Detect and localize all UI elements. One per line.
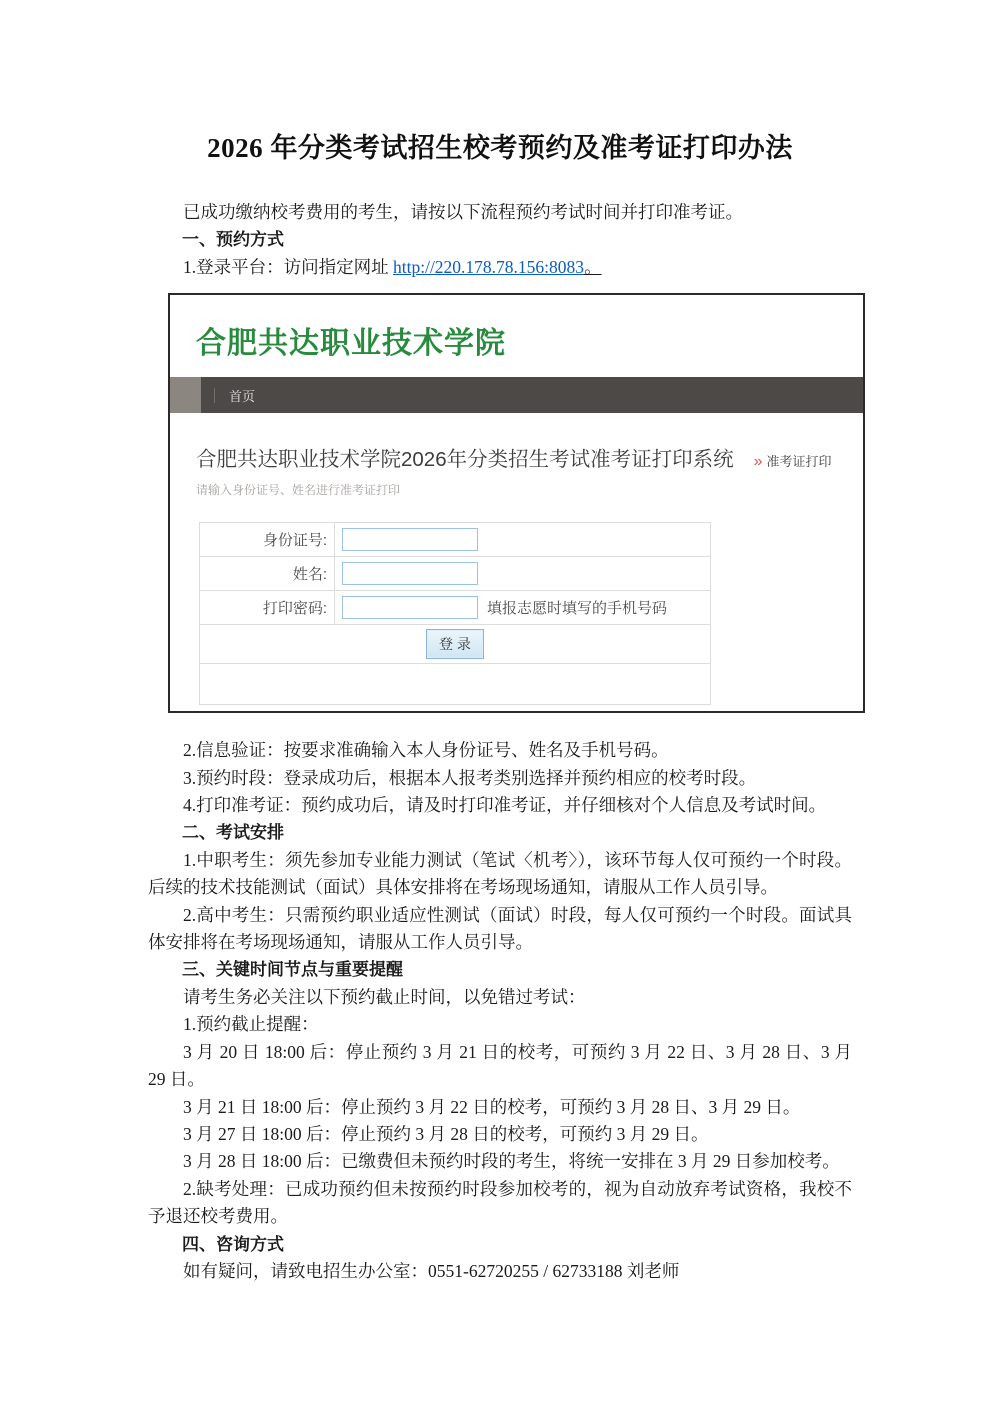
- section2-heading: 二、考试安排: [182, 823, 284, 843]
- section3-heading: 三、关键时间节点与重要提醒: [182, 960, 403, 980]
- login-page-screenshot: [168, 293, 865, 713]
- breadcrumb: [754, 451, 832, 471]
- section3-item1-label: 1.预约截止提醒：: [183, 1014, 319, 1035]
- section2-item1: 1.中职考生：须先参加专业能力测试（笔试〈机考〉），该环节每人仅可预约一个时段。后续的技术技能测试（面试）具体安排将在考场现场通知，请服从工作人员引导。: [148, 849, 852, 898]
- step4-paragraph: 4.打印准考证：预约成功后，请及时打印准考证，并仔细核对个人信息及考试时间。: [183, 795, 827, 816]
- print-password-label: 打印密码:: [200, 591, 335, 625]
- section4-heading: 四、咨询方式: [182, 1234, 284, 1254]
- login-line-prefix: 1.登录平台：访问指定网址: [183, 256, 393, 277]
- section1-login-line: [148, 254, 852, 281]
- step2-paragraph: 2.信息验证：按要求准确输入本人身份证号、姓名及手机号码。: [183, 740, 669, 761]
- section3-intro: 请考生务必关注以下预约截止时间，以免错过考试：: [183, 986, 586, 1007]
- table-row: [200, 523, 711, 557]
- system-title: 合肥共达职业技术学院2026年分类招生考试准考证打印系统: [196, 448, 734, 472]
- section1-heading: 一、预约方式: [182, 230, 284, 250]
- system-title-row: [196, 442, 837, 472]
- portal-url-link[interactable]: http://220.178.78.156:8083: [393, 256, 585, 277]
- deadline3-paragraph: 3 月 27 日 18:00 后：停止预约 3 月 28 日的校考，可预约 3 月 29 日。: [183, 1123, 709, 1144]
- id-number-input[interactable]: [342, 528, 478, 551]
- section2-item2: 2.高中考生：只需预约职业适应性测试（面试）时段，每人仅可预约一个时段。面试具体安排将在考场现场通知，请服从工作人员引导。: [148, 904, 852, 953]
- deadline1-paragraph: 3 月 20 日 18:00 后：停止预约 3 月 21 日的校考，可预约 3 月 22 日、3 月 28 日、3 月 29 日。: [148, 1041, 852, 1090]
- login-line-suffix: 。: [584, 256, 602, 277]
- name-input[interactable]: [342, 562, 478, 585]
- screenshot-content: [170, 442, 863, 705]
- login-form-table: [199, 522, 711, 705]
- breadcrumb-label: 准考证打印: [766, 454, 832, 470]
- table-row: [200, 557, 711, 591]
- step3-paragraph: 3.预约时段：登录成功后，根据本人报考类别选择并预约相应的校考时段。: [183, 767, 757, 788]
- screenshot-header: [170, 295, 863, 377]
- name-label: 姓名:: [200, 557, 335, 591]
- deadline4-paragraph: 3 月 28 日 18:00 后：已缴费但未预约时段的考生，将统一安排在 3 月 29 日参加校考。: [183, 1151, 840, 1172]
- nav-bar: [170, 377, 863, 413]
- table-row: [200, 591, 711, 625]
- document-body: [148, 199, 852, 1285]
- college-logo: 合肥共达职业技术学院: [196, 327, 506, 361]
- nav-separator: [214, 388, 215, 403]
- login-button[interactable]: 登 录: [426, 629, 484, 659]
- id-number-label: 身份证号:: [200, 523, 335, 557]
- print-password-input[interactable]: [342, 596, 478, 619]
- contact-paragraph: 如有疑问，请致电招生办公室：0551-62720255 / 62733188 刘老师: [183, 1260, 680, 1281]
- system-subtitle: 请输入身份证号、姓名进行准考证打印: [196, 483, 401, 498]
- section3-item2: 2.缺考处理：已成功预约但未按预约时段参加校考的，视为自动放弃考试资格，我校不予退还校考费用。: [148, 1178, 852, 1227]
- deadline2-paragraph: 3 月 21 日 18:00 后：停止预约 3 月 22 日的校考，可预约 3 月 28 日、3 月 29 日。: [183, 1096, 801, 1117]
- nav-left-block: [170, 377, 201, 413]
- print-password-note: 填报志愿时填写的手机号码: [487, 599, 668, 617]
- table-row: [200, 625, 711, 664]
- chevron-right-icon: »: [753, 453, 763, 471]
- intro-paragraph: 已成功缴纳校考费用的考生，请按以下流程预约考试时间并打印准考证。: [183, 202, 743, 222]
- document-title: 2026 年分类考试招生校考预约及准考证打印办法: [207, 133, 793, 163]
- nav-item-home[interactable]: 首页: [229, 388, 256, 404]
- table-row: [200, 664, 711, 705]
- empty-table-row: [200, 664, 711, 705]
